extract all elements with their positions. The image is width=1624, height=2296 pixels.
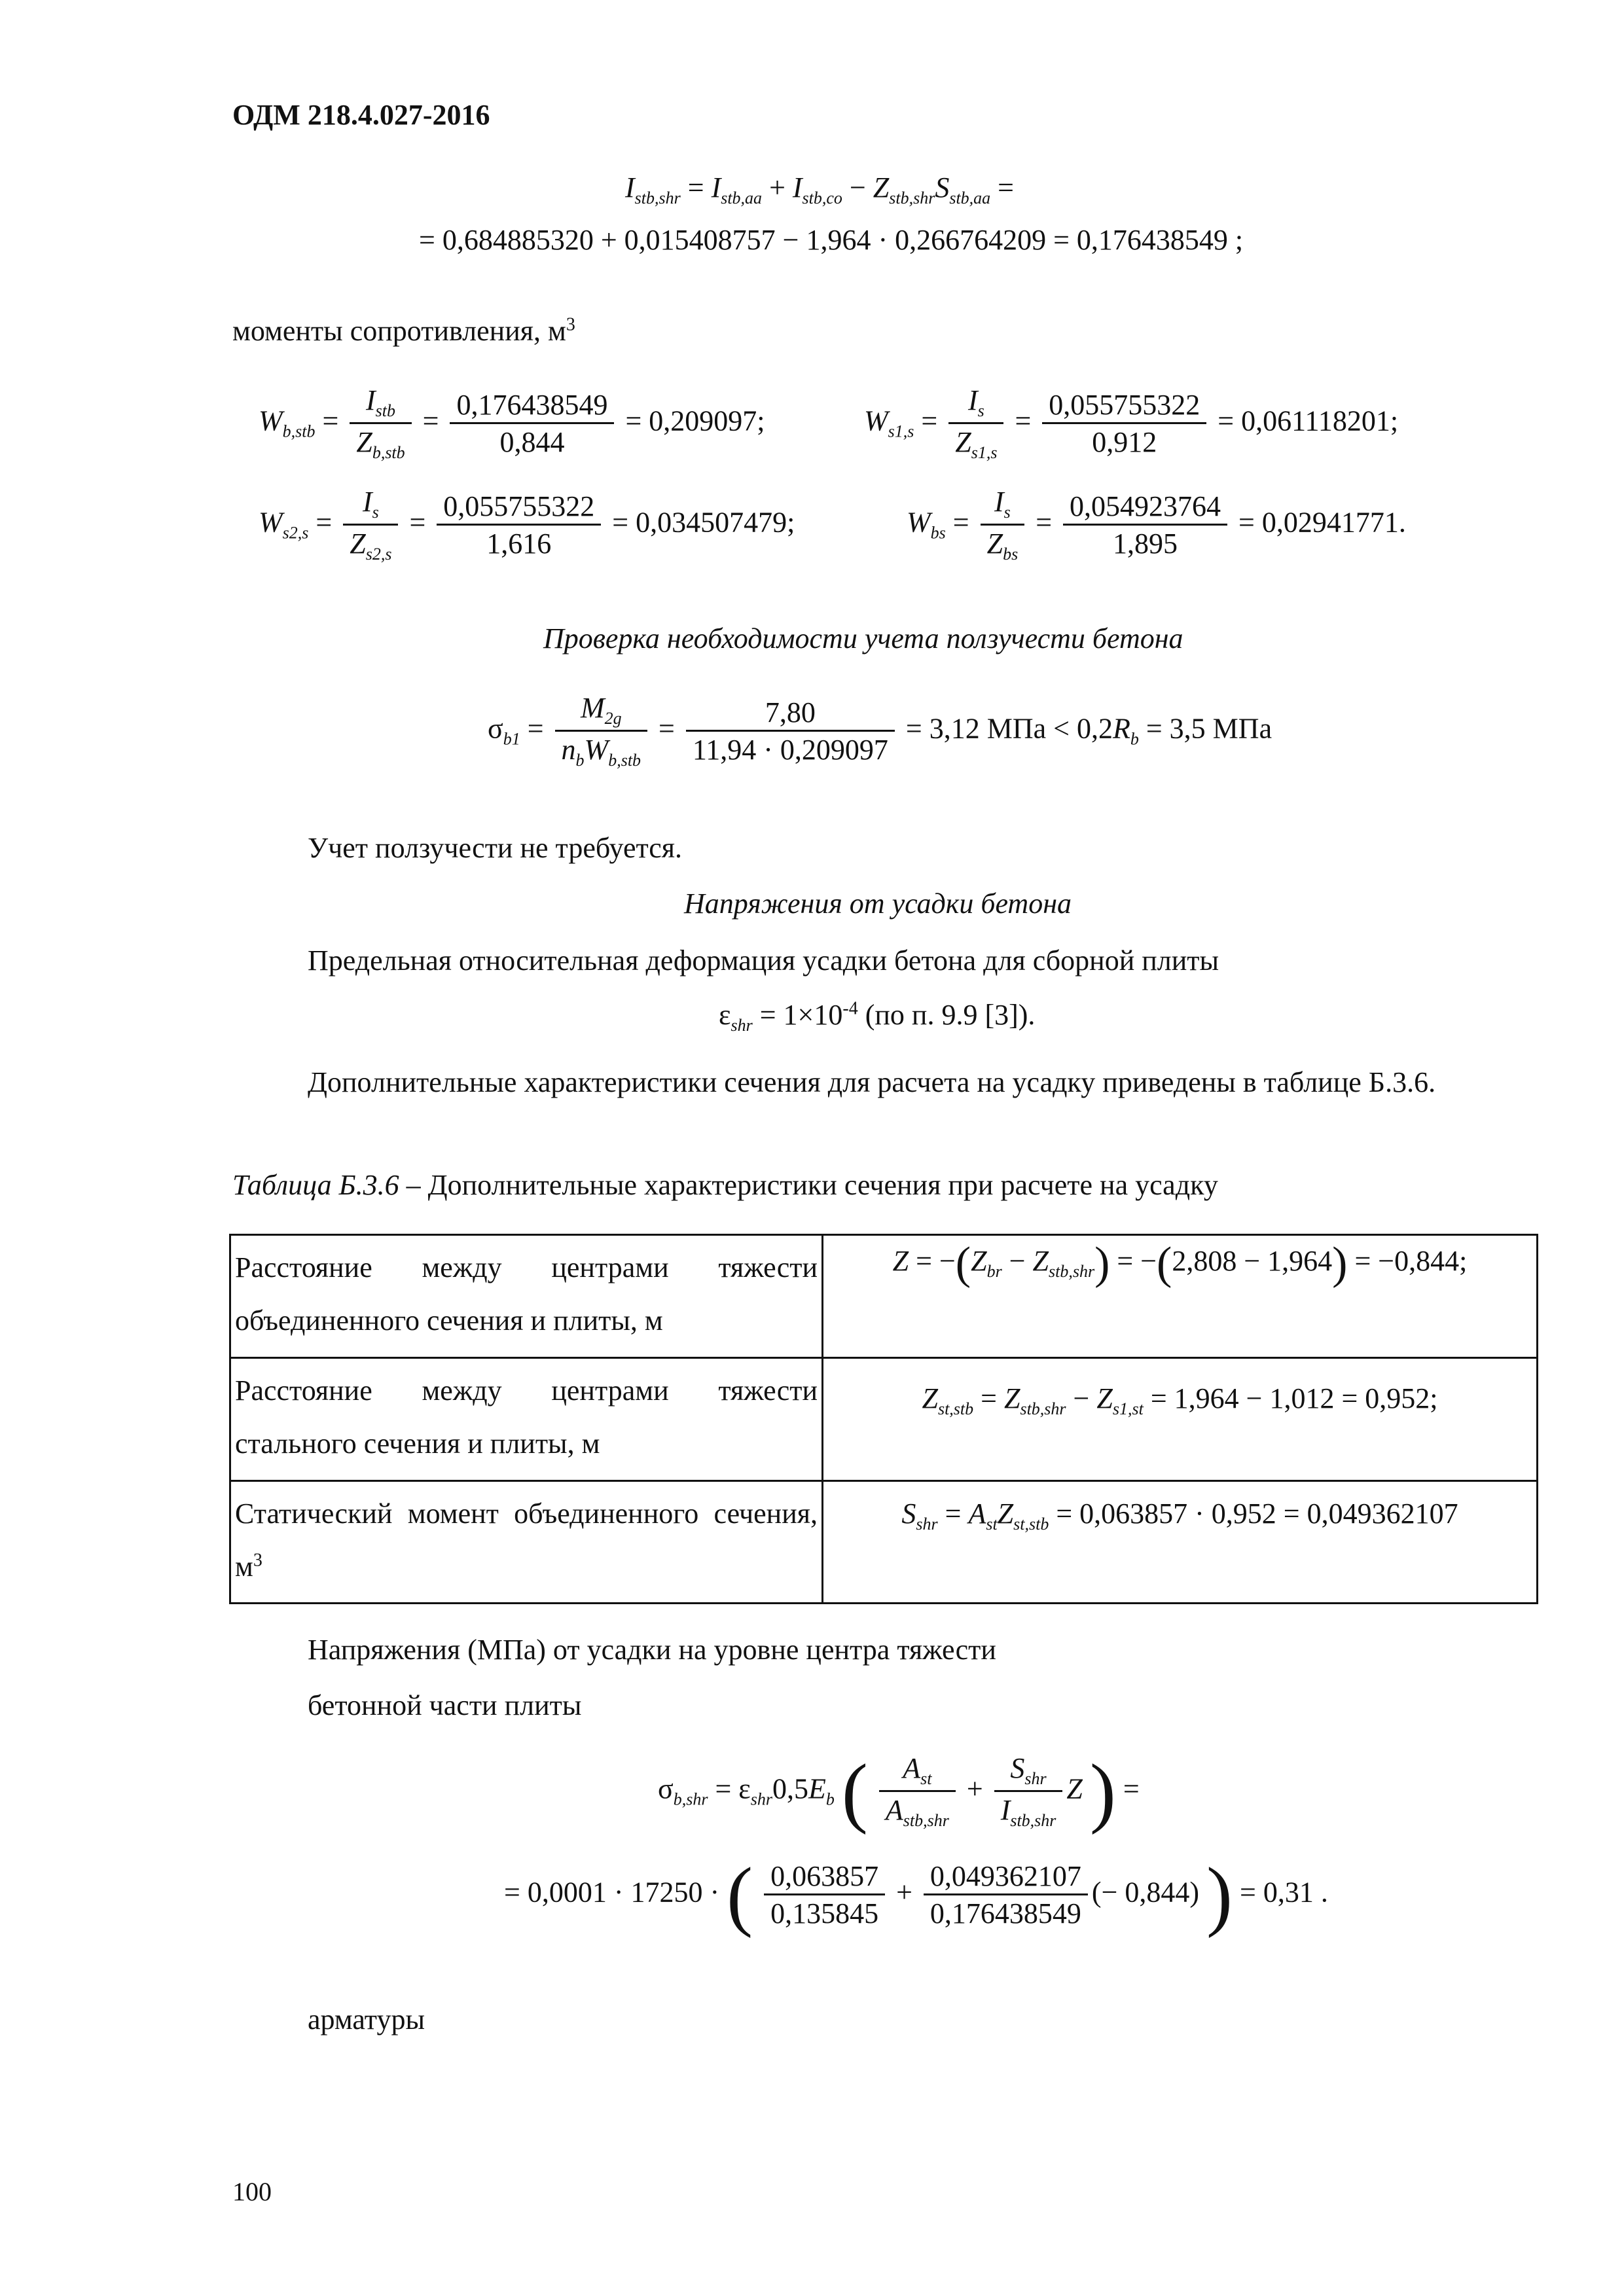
stress-paragraph-1: Напряжения (МПа) от усадки на уровне центра тяжести	[308, 1634, 996, 1666]
stress-paragraph-2: бетонной части плиты	[308, 1689, 582, 1721]
equation-i-stb-shr-line2: = 0,684885320 + 0,015408757 − 1,964 · 0,266764209 = 0,176438549 ;	[419, 224, 1244, 256]
shrinkage-heading: Напряжения от усадки бетона	[684, 888, 1072, 920]
shrinkage-paragraph-1: Предельная относительная деформация усадки бетона для сборной плиты	[308, 944, 1219, 977]
creep-conclusion: Учет ползучести не требуется.	[308, 832, 683, 864]
equation-w-s1-s: $W_{s1,s}$ = $\frac{I_s}{Z_{s1,s}}$ = $\frac{0,055755322}{0,912}$ = 0,061118201;	[864, 384, 1399, 462]
section-characteristics-table	[229, 1234, 1538, 1604]
moments-label: моменты сопротивления, $м^3$	[232, 314, 575, 347]
table-cell-formula: $S_{shr} = A_{st}Z_{st,stb} = 0,063857 \cdot 0,952 = 0,049362107$	[823, 1480, 1538, 1604]
equation-w-b-stb: $W_{b,stb}$ = $\frac{I_{stb}}{Z_{b,stb}}$ = $\frac{0,176438549}{0,844}$ = 0,209097;	[259, 384, 765, 462]
creep-heading: Проверка необходимости учета ползучести бетона	[543, 622, 1183, 655]
equation-sigma-b-shr-numeric: = 0,0001 · 17250 · ( $\frac{0,063857}{0,135845}$ + $\frac{0,049362107}{0,176438549}$ (− 0,844) ) = 0,31 .	[504, 1851, 1328, 1939]
shrinkage-paragraph-2: Дополнительные характеристики сечения для расчета на усадку приведены в таблице Б.3.6.	[308, 1066, 1436, 1098]
table-row	[230, 1357, 1538, 1480]
equation-w-bs: $W_{bs}$ = $\frac{I_s}{Z_{bs}}$ = $\frac{0,054923764}{1,895}$ = 0,02941771.	[907, 486, 1406, 564]
epsilon-shr-line: $\varepsilon_{shr} = 1\times 10^{-4}$ (по п. 9.9 [3]).	[719, 998, 1036, 1035]
table-cell-formula: $Z = -(Z_{br} - Z_{stb,shr}) = -(2,808 - 1,964) = -0,844$;	[823, 1235, 1538, 1358]
equation-sigma-b1: $\sigma_{b1}$ = $\frac{M_{2g}}{n_bW_{b,stb}}$ = $\frac{7,80}{11,94 \cdot 0,209097}$ = 3,12 МПа < $0,2R_b = 3,5$ МПа	[488, 692, 1272, 770]
table-cell-formula: $Z_{st,stb} = Z_{stb,shr} - Z_{s1,st} = 1,964 - 1,012 = 0,952$;	[823, 1357, 1538, 1480]
equation-sigma-b-shr: $\sigma_{b,shr} = \varepsilon_{shr}0,5E_b$ ( $\frac{A_{st}}{A_{stb,shr}}$ + $\frac{S_{shr}}{I_{stb,shr}}$ Z ) =	[658, 1748, 1140, 1835]
document-code: ОДМ 218.4.027-2016	[232, 99, 490, 131]
equation-i-stb-shr-line1: $I_{stb,shr} = I_{stb,aa} + I_{stb,co} - Z_{stb,shr}S_{stb,aa}$ =	[625, 171, 1014, 207]
table-row	[230, 1235, 1538, 1358]
table-row	[230, 1480, 1538, 1604]
table-cell-label: Расстояние между центрами тяжести стального сечения и плиты, м	[230, 1357, 823, 1480]
table-caption: Таблица Б.3.6 – Дополнительные характеристики сечения при расчете на усадку	[232, 1169, 1218, 1201]
page-number: 100	[232, 2177, 272, 2206]
table-cell-label: Расстояние между центрами тяжести объединенного сечения и плиты, м	[230, 1235, 823, 1358]
table-cell-label: Статический момент объединенного сечения, $м^3$	[230, 1480, 823, 1604]
equation-w-s2-s: $W_{s2,s}$ = $\frac{I_s}{Z_{s2,s}}$ = $\frac{0,055755322}{1,616}$ = 0,034507479;	[259, 486, 795, 564]
stress-paragraph-3: арматуры	[308, 2003, 425, 2036]
